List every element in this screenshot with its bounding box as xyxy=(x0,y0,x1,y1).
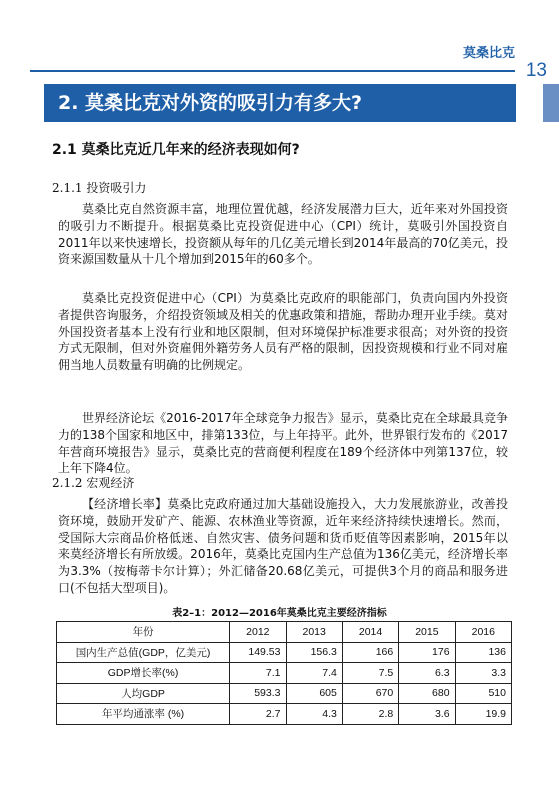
table-row xyxy=(57,683,512,704)
table-header-cell: 2013 xyxy=(286,622,342,643)
investment-paragraph-2: 莫桑比克投资促进中心（CPI）为莫桑比克政府的职能部门，负责向国内外投资者提供咨询服务，介绍投资领域及相关的优惠政策和措施，帮助办理开业手续。莫对外国投资者基本上没有行业和地区限制，但对环境保护标准要求很高；对外资的投资方式无限制，但对外资雇佣外籍劳务人员有严格的限制，因投资规模和行业不同对雇佣当地人员数量有明确的比例规定。 xyxy=(58,291,508,373)
section-title-banner: 2. 莫桑比克对外资的吸引力有多大? xyxy=(44,84,516,122)
table-cell: 19.9 xyxy=(455,704,511,725)
table-row xyxy=(57,704,512,725)
side-accent-bar xyxy=(543,84,559,122)
table-cell: 605 xyxy=(286,683,342,704)
header-divider xyxy=(30,70,515,72)
table-cell: 4.3 xyxy=(286,704,342,725)
investment-paragraph-1: 莫桑比克自然资源丰富，地理位置优越，经济发展潜力巨大，近年来对外国投资的吸引力不断提升。根据莫桑比克投资促进中心（CPI）统计，莫吸引外国投资自2011年以来快速增长，投资额从每年的几亿美元增长到2014年最高的70亿美元，投资来源国数量从十几个增加到2015年的60多个。 xyxy=(58,202,508,267)
table-cell: 7.5 xyxy=(342,663,398,684)
table-caption: 表2–1：2012—2016年莫桑比克主要经济指标 xyxy=(172,608,387,619)
macro-paragraph-1: 【经济增长率】莫桑比克政府通过加大基础设施投入，大力发展旅游业，改善投资环境，鼓励开发矿产、能源、农林渔业等资源，近年来经济持续快速增长。然而，受国际大宗商品价格低迷、自然灾害、债务问题和货币贬值等因素影响，2015年以来莫经济增长有所放缓。2016年，莫桑比克国内生产总值为136亿美元，经济增长率为3.3%（按梅蒂卡尔计算）；外汇储备20.68亿美元，可提供3个月的商品和服务进口(不包括大型项目)。 xyxy=(58,497,508,595)
table-row-label: 年平均通涨率 (%) xyxy=(57,704,230,725)
table-cell: 510 xyxy=(455,683,511,704)
table-cell: 6.3 xyxy=(399,663,455,684)
table-cell: 3.3 xyxy=(455,663,511,684)
table-row xyxy=(57,642,512,663)
table-cell: 7.4 xyxy=(286,663,342,684)
page-number: 13 xyxy=(525,60,547,81)
investment-heading: 2.1.1 投资吸引力 xyxy=(52,181,147,195)
table-cell: 2.8 xyxy=(342,704,398,725)
table-cell: 176 xyxy=(399,642,455,663)
table-header-cell: 2012 xyxy=(230,622,286,643)
investment-paragraph-3: 世界经济论坛《2016-2017年全球竞争力报告》显示，莫桑比克在全球最具竞争力的138个国家和地区中，排第133位，与上年持平。此外，世界银行发布的《2017年营商环境报告》显示，莫桑比克的营商便利程度在189个经济体中列第137位，较上年下降4位。 xyxy=(58,411,508,476)
table-header-cell: 2014 xyxy=(342,622,398,643)
table-cell: 7.1 xyxy=(230,663,286,684)
table-cell: 166 xyxy=(342,642,398,663)
table-cell: 670 xyxy=(342,683,398,704)
economic-indicators-table xyxy=(56,621,512,725)
subsection-title: 2.1 莫桑比克近几年来的经济表现如何? xyxy=(52,142,300,158)
table-cell: 156.3 xyxy=(286,642,342,663)
table-cell: 136 xyxy=(455,642,511,663)
table-header-cell: 年份 xyxy=(57,622,230,643)
table-cell: 2.7 xyxy=(230,704,286,725)
table-row-label: 国内生产总值(GDP，亿美元) xyxy=(57,642,230,663)
table-cell: 3.6 xyxy=(399,704,455,725)
running-header-title: 莫桑比克 xyxy=(462,46,515,61)
table-row-label: GDP增长率(%) xyxy=(57,663,230,684)
table-header-cell: 2015 xyxy=(399,622,455,643)
table-row-label: 人均GDP xyxy=(57,683,230,704)
table-cell: 593.3 xyxy=(230,683,286,704)
table-header-cell: 2016 xyxy=(455,622,511,643)
table-row xyxy=(57,663,512,684)
macro-heading: 2.1.2 宏观经济 xyxy=(52,476,135,490)
table-cell: 149.53 xyxy=(230,642,286,663)
table-cell: 680 xyxy=(399,683,455,704)
table-header-row xyxy=(57,622,512,643)
